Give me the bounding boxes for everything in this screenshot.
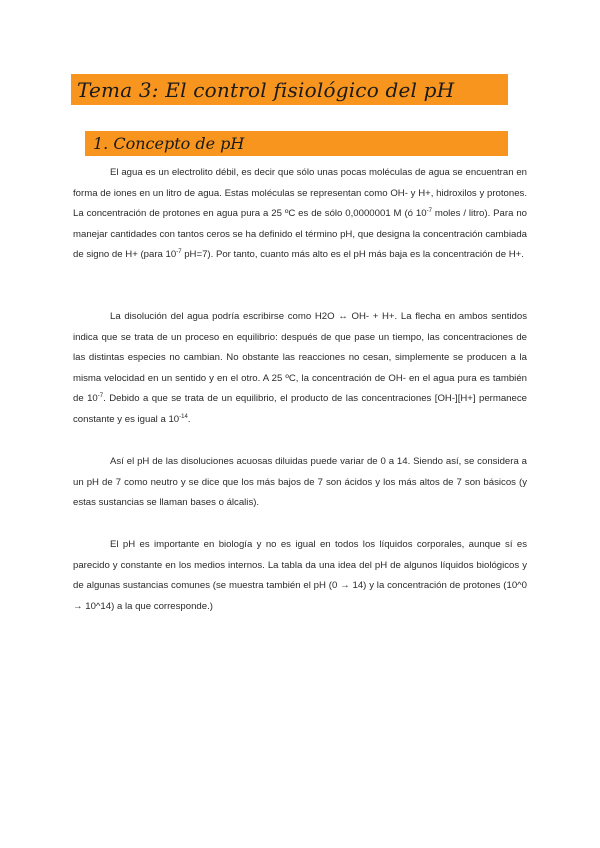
- paragraph-text: moles / litro). Para no manejar cantidades con tantos ceros se ha definido el término pH, que designa la concentración cambiada de signo de H+ (para 10: [73, 208, 527, 261]
- paragraph-text: .: [187, 413, 191, 425]
- title-banner: [71, 74, 508, 105]
- paragraph: [73, 452, 527, 514]
- paragraph: [73, 307, 527, 431]
- exponent: -7: [176, 249, 182, 256]
- paragraph: [73, 535, 527, 617]
- paragraph-text: El agua es un electrolito débil, es decir que sólo unas pocas moléculas de agua se encuentran en forma de iones en un litro de agua. Estas moléculas se representan como OH- y H+, hidroxilos y protones. La concentración de protones en agua pura a 25 ºC es de sólo 0,0000001 M (ó 10: [73, 167, 527, 220]
- paragraph-text: pH=7). Por tanto, cuanto más alto es el pH más baja es la concentración de H+.: [181, 249, 524, 261]
- page-title: Tema 3: El control fisiológico del pH: [77, 77, 455, 102]
- paragraph-text: . Debido a que se trata de un equilibrio, el producto de las concentraciones [OH-][H+] permanece constante y es igual a 10: [73, 393, 527, 425]
- paragraph-text: La disolución del agua podría escribirse como H2O ↔ OH- + H+. La flecha en ambos sentidos indica que se trata de un proceso en equilibrio: después de que pase un tiempo, las concentraciones de las distintas especies no cambian. No obstante las reacciones no cesan, simplemente se producen a la misma velocidad en un sentido y en el otro. A 25 ºC, la concentración de OH- en el agua pura es también de 10: [73, 311, 527, 405]
- section-banner: [85, 131, 508, 156]
- paragraph-text: Así el pH de las disoluciones acuosas diluidas puede variar de 0 a 14. Siendo así, se considera a un pH de 7 como neutro y se dice que los más bajos de 7 son ácidos y los más altos de 7 son básicos (y estas sustancias se llaman bases o álcalis).: [73, 456, 527, 509]
- exponent: -7: [97, 393, 104, 400]
- exponent: -7: [426, 208, 432, 214]
- paragraph-text: El pH es importante en biología y no es igual en todos los líquidos corporales, aunque sí es parecido y constante en los medios internos. La tabla da una idea del pH de algunos líquidos biológicos y de algunas sustancias comunes (se muestra también el pH (0 → 14) y la concentración de protones (10^0 → 10^14) a la que corresponde.): [73, 539, 527, 612]
- section-heading: 1. Concepto de pH: [93, 134, 245, 153]
- paragraph: [73, 163, 527, 266]
- exponent: -14: [179, 413, 188, 420]
